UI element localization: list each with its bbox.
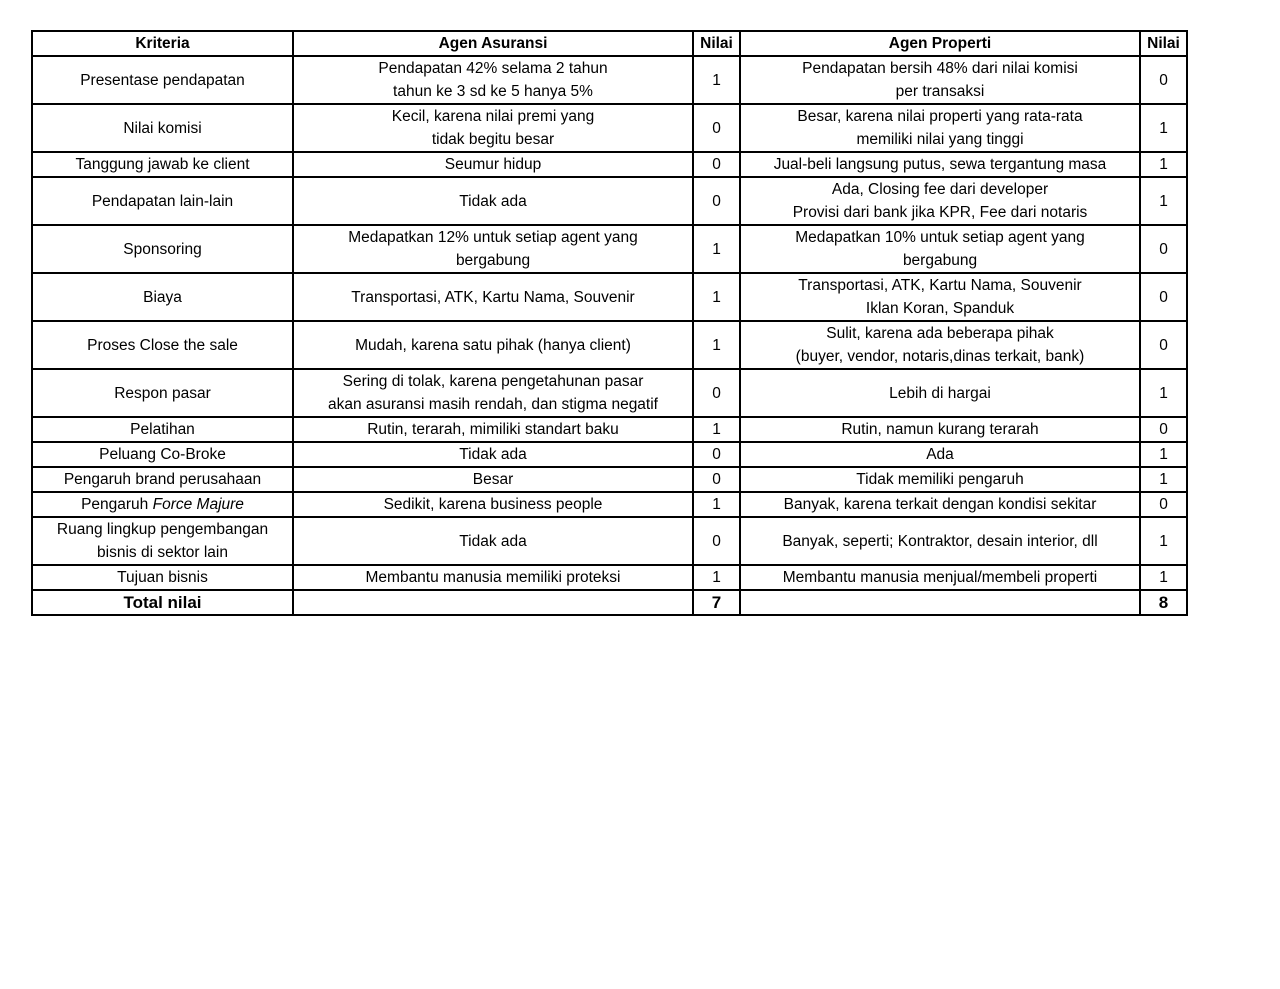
kriteria-cell bbox=[32, 104, 293, 152]
kriteria-cell bbox=[32, 177, 293, 225]
kriteria-cell-line: Presentase pendapatan bbox=[80, 71, 245, 89]
nilai-properti-cell: 1 bbox=[1140, 517, 1187, 565]
asuransi-cell-line: Sering di tolak, karena pengetahunan pasar bbox=[342, 373, 644, 390]
properti-cell-line: Sulit, karena ada beberapa pihak bbox=[826, 325, 1054, 342]
header-kriteria: Kriteria bbox=[32, 31, 293, 56]
kriteria-cell-line: Tanggung jawab ke client bbox=[75, 156, 250, 173]
table-row bbox=[32, 565, 1187, 590]
table-row bbox=[32, 442, 1187, 467]
kriteria-cell bbox=[32, 152, 293, 177]
asuransi-cell-line: Seumur hidup bbox=[444, 156, 542, 173]
nilai-properti-cell: 1 bbox=[1140, 442, 1187, 467]
properti-cell-line: Pendapatan bersih 48% dari nilai komisi bbox=[802, 60, 1078, 77]
table-row bbox=[32, 104, 1187, 152]
kriteria-cell-line: Tujuan bisnis bbox=[117, 569, 208, 586]
nilai-asuransi-cell: 0 bbox=[693, 517, 740, 565]
table-row bbox=[32, 417, 1187, 442]
asuransi-cell bbox=[293, 417, 693, 442]
nilai-asuransi-cell: 0 bbox=[693, 369, 740, 417]
properti-cell bbox=[740, 517, 1140, 565]
properti-cell bbox=[740, 369, 1140, 417]
kriteria-prefix: Pengaruh bbox=[81, 496, 153, 513]
kriteria-cell bbox=[32, 417, 293, 442]
nilai-asuransi-cell: 1 bbox=[693, 565, 740, 590]
header-nilai-properti: Nilai bbox=[1140, 31, 1187, 56]
kriteria-cell bbox=[32, 321, 293, 369]
properti-cell-line: bergabung bbox=[902, 252, 978, 269]
kriteria-cell-line: Pelatihan bbox=[130, 421, 195, 438]
table-row bbox=[32, 177, 1187, 225]
nilai-asuransi-cell: 1 bbox=[693, 56, 740, 104]
properti-cell-line: Membantu manusia menjual/membeli properti bbox=[782, 569, 1098, 586]
total-nilai-properti: 8 bbox=[1140, 590, 1187, 615]
kriteria-cell-line: Proses Close the sale bbox=[87, 336, 238, 354]
table-row bbox=[32, 369, 1187, 417]
asuransi-cell bbox=[293, 492, 693, 517]
kriteria-cell bbox=[32, 273, 293, 321]
total-row bbox=[32, 590, 1187, 615]
nilai-properti-cell: 1 bbox=[1140, 152, 1187, 177]
properti-cell bbox=[740, 225, 1140, 273]
nilai-asuransi-cell: 0 bbox=[693, 467, 740, 492]
properti-cell-line: Ada, Closing fee dari developer bbox=[831, 181, 1049, 198]
total-label: Total nilai bbox=[32, 590, 293, 615]
kriteria-cell-line: bisnis di sektor lain bbox=[97, 544, 228, 561]
table-row bbox=[32, 225, 1187, 273]
asuransi-cell bbox=[293, 369, 693, 417]
asuransi-cell bbox=[293, 442, 693, 467]
kriteria-cell bbox=[32, 225, 293, 273]
properti-cell-line: Banyak, karena terkait dengan kondisi sekitar bbox=[783, 496, 1097, 513]
properti-cell bbox=[740, 321, 1140, 369]
comparison-sheet bbox=[31, 30, 1188, 616]
nilai-properti-cell: 1 bbox=[1140, 177, 1187, 225]
properti-cell bbox=[740, 417, 1140, 442]
nilai-properti-cell: 1 bbox=[1140, 369, 1187, 417]
nilai-properti-cell: 0 bbox=[1140, 492, 1187, 517]
asuransi-cell bbox=[293, 225, 693, 273]
header-nilai-asuransi: Nilai bbox=[693, 31, 740, 56]
properti-cell bbox=[740, 177, 1140, 225]
kriteria-cell bbox=[32, 369, 293, 417]
asuransi-cell-line: Transportasi, ATK, Kartu Nama, Souvenir bbox=[351, 288, 635, 306]
kriteria-cell bbox=[32, 467, 293, 492]
nilai-asuransi-cell: 0 bbox=[693, 177, 740, 225]
total-properti-blank bbox=[740, 590, 1140, 615]
properti-cell-line: Iklan Koran, Spanduk bbox=[865, 300, 1015, 317]
nilai-asuransi-cell: 0 bbox=[693, 104, 740, 152]
asuransi-cell-line: Besar bbox=[472, 471, 514, 488]
asuransi-cell bbox=[293, 273, 693, 321]
asuransi-cell-line: Membantu manusia memiliki proteksi bbox=[365, 569, 621, 586]
properti-cell-line: Lebih di hargai bbox=[889, 384, 991, 402]
asuransi-cell bbox=[293, 467, 693, 492]
nilai-asuransi-cell: 1 bbox=[693, 273, 740, 321]
nilai-properti-cell: 0 bbox=[1140, 56, 1187, 104]
header-agen-properti: Agen Properti bbox=[740, 31, 1140, 56]
asuransi-cell-line: Tidak ada bbox=[459, 446, 527, 463]
properti-cell-line: memiliki nilai yang tinggi bbox=[856, 131, 1024, 148]
asuransi-cell-line: tahun ke 3 sd ke 5 hanya 5% bbox=[393, 83, 593, 100]
nilai-asuransi-cell: 1 bbox=[693, 417, 740, 442]
properti-cell bbox=[740, 565, 1140, 590]
asuransi-cell-line: bergabung bbox=[455, 252, 531, 269]
asuransi-cell-line: Pendapatan 42% selama 2 tahun bbox=[378, 60, 608, 77]
table-row bbox=[32, 273, 1187, 321]
asuransi-cell bbox=[293, 177, 693, 225]
asuransi-cell-line: Kecil, karena nilai premi yang bbox=[391, 108, 595, 125]
kriteria-cell-line: Pendapatan lain-lain bbox=[91, 192, 234, 210]
nilai-properti-cell: 0 bbox=[1140, 225, 1187, 273]
properti-cell bbox=[740, 273, 1140, 321]
kriteria-cell-line: Pengaruh brand perusahaan bbox=[63, 471, 262, 488]
properti-cell-line: Jual-beli langsung putus, sewa tergantung masa bbox=[773, 156, 1107, 173]
properti-cell bbox=[740, 492, 1140, 517]
asuransi-cell-line: Rutin, terarah, mimiliki standart baku bbox=[367, 421, 619, 438]
total-nilai-asuransi: 7 bbox=[693, 590, 740, 615]
properti-cell-line: Banyak, seperti; Kontraktor, desain interior, dll bbox=[782, 532, 1098, 550]
properti-cell bbox=[740, 467, 1140, 492]
properti-cell-line: Medapatkan 10% untuk setiap agent yang bbox=[795, 229, 1085, 246]
properti-cell-line: (buyer, vendor, notaris,dinas terkait, bank) bbox=[795, 348, 1085, 365]
kriteria-cell bbox=[32, 442, 293, 467]
nilai-asuransi-cell: 1 bbox=[693, 321, 740, 369]
asuransi-cell-line: Tidak ada bbox=[459, 192, 527, 210]
kriteria-cell-line: Nilai komisi bbox=[123, 119, 202, 137]
table-row bbox=[32, 321, 1187, 369]
asuransi-cell bbox=[293, 565, 693, 590]
asuransi-cell bbox=[293, 321, 693, 369]
asuransi-cell bbox=[293, 152, 693, 177]
nilai-properti-cell: 1 bbox=[1140, 467, 1187, 492]
header-row bbox=[32, 31, 1187, 56]
nilai-asuransi-cell: 0 bbox=[693, 152, 740, 177]
properti-cell-line: Besar, karena nilai properti yang rata-rata bbox=[797, 108, 1083, 125]
asuransi-cell-line: Sedikit, karena business people bbox=[383, 496, 603, 513]
asuransi-cell-line: akan asuransi masih rendah, dan stigma negatif bbox=[327, 396, 658, 413]
header-agen-asuransi: Agen Asuransi bbox=[293, 31, 693, 56]
kriteria-cell bbox=[32, 492, 293, 517]
nilai-properti-cell: 0 bbox=[1140, 273, 1187, 321]
total-asuransi-blank bbox=[293, 590, 693, 615]
table-row bbox=[32, 517, 1187, 565]
properti-cell bbox=[740, 152, 1140, 177]
table-row bbox=[32, 492, 1187, 517]
table-row bbox=[32, 152, 1187, 177]
properti-cell-line: Transportasi, ATK, Kartu Nama, Souvenir bbox=[798, 277, 1082, 294]
comparison-table bbox=[31, 30, 1188, 616]
table-body bbox=[32, 56, 1187, 590]
properti-cell bbox=[740, 104, 1140, 152]
kriteria-cell-line: Peluang Co-Broke bbox=[99, 446, 226, 463]
properti-cell bbox=[740, 442, 1140, 467]
nilai-properti-cell: 0 bbox=[1140, 321, 1187, 369]
kriteria-cell bbox=[32, 565, 293, 590]
asuransi-cell bbox=[293, 517, 693, 565]
asuransi-cell bbox=[293, 104, 693, 152]
nilai-properti-cell: 1 bbox=[1140, 565, 1187, 590]
nilai-asuransi-cell: 1 bbox=[693, 225, 740, 273]
kriteria-cell-line: Sponsoring bbox=[123, 240, 202, 258]
properti-cell-line: Provisi dari bank jika KPR, Fee dari notaris bbox=[792, 204, 1088, 221]
kriteria-italic: Force Majure bbox=[152, 496, 244, 513]
kriteria-cell bbox=[32, 517, 293, 565]
nilai-properti-cell: 1 bbox=[1140, 104, 1187, 152]
properti-cell-line: Rutin, namun kurang terarah bbox=[841, 421, 1039, 438]
asuransi-cell-line: tidak begitu besar bbox=[431, 131, 555, 148]
properti-cell-line: per transaksi bbox=[895, 83, 985, 100]
asuransi-cell bbox=[293, 56, 693, 104]
table-row bbox=[32, 56, 1187, 104]
table-row bbox=[32, 467, 1187, 492]
kriteria-cell-line: Respon pasar bbox=[114, 384, 211, 402]
nilai-properti-cell: 0 bbox=[1140, 417, 1187, 442]
properti-cell-line: Tidak memiliki pengaruh bbox=[856, 471, 1024, 488]
kriteria-cell-line: Ruang lingkup pengembangan bbox=[56, 521, 269, 538]
asuransi-cell-line: Mudah, karena satu pihak (hanya client) bbox=[355, 336, 631, 354]
kriteria-cell-line: Biaya bbox=[143, 288, 182, 306]
asuransi-cell-line: Medapatkan 12% untuk setiap agent yang bbox=[348, 229, 638, 246]
kriteria-cell bbox=[32, 56, 293, 104]
nilai-asuransi-cell: 1 bbox=[693, 492, 740, 517]
asuransi-cell-line: Tidak ada bbox=[459, 532, 527, 550]
nilai-asuransi-cell: 0 bbox=[693, 442, 740, 467]
properti-cell-line: Ada bbox=[926, 446, 954, 463]
properti-cell bbox=[740, 56, 1140, 104]
